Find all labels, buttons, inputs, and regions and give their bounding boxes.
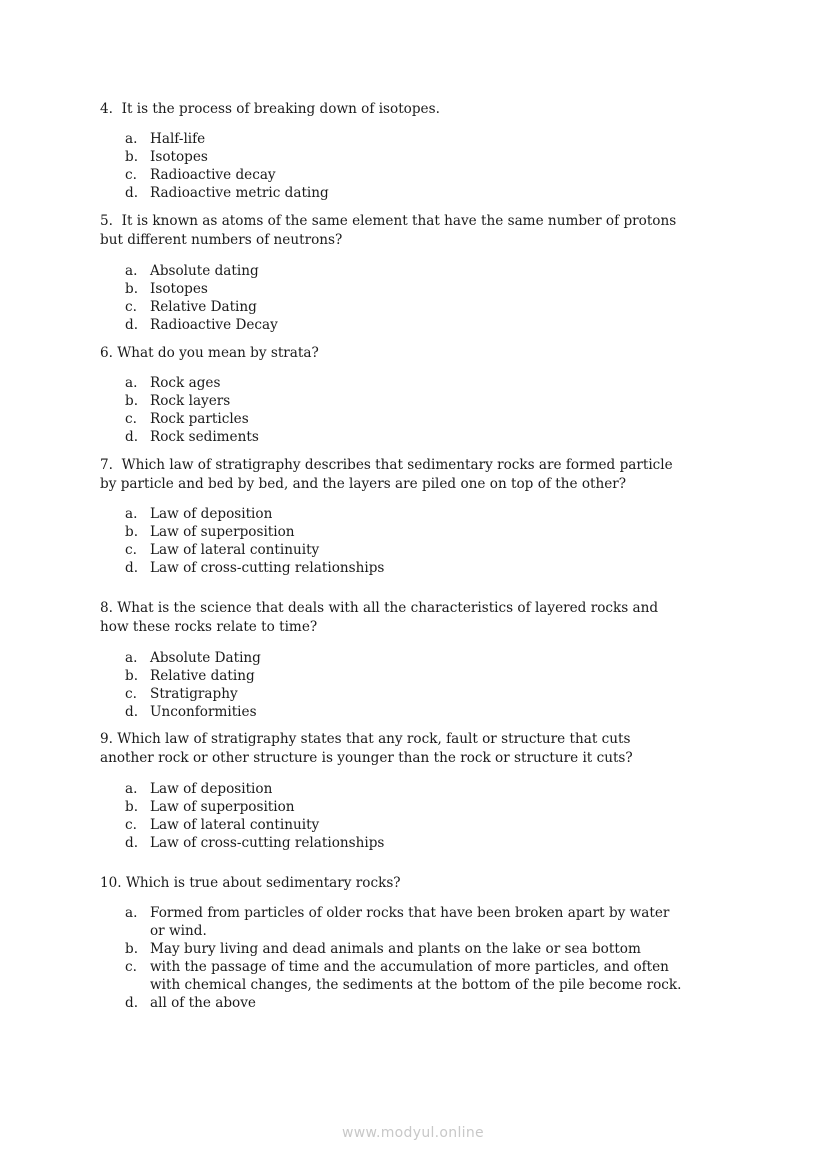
option-letter: b. <box>125 799 139 815</box>
option-letter: c. <box>125 686 137 702</box>
option-letter: a. <box>125 650 138 666</box>
option-text: Absolute dating <box>150 263 259 279</box>
option-letter: d. <box>125 429 139 445</box>
option-text: Rock particles <box>150 411 249 427</box>
option-text: with the passage of time and the accumulation of more particles, and often <box>150 959 669 975</box>
option-text: Law of deposition <box>150 506 273 522</box>
option-text: with chemical changes, the sediments at the bottom of the pile become rock. <box>150 977 682 993</box>
option-text: Radioactive metric dating <box>150 185 329 201</box>
option-text: Law of cross-cutting relationships <box>150 835 385 851</box>
question-text: 8. What is the science that deals with all the characteristics of layered rocks and <box>100 600 659 616</box>
option-text: Stratigraphy <box>150 686 238 702</box>
option-text: Formed from particles of older rocks that have been broken apart by water <box>150 905 670 921</box>
option-text: Law of cross-cutting relationships <box>150 560 385 576</box>
option-text: Absolute Dating <box>150 650 261 666</box>
option-text: Law of lateral continuity <box>150 817 320 833</box>
option-text: Radioactive decay <box>150 167 276 183</box>
option-text: Rock ages <box>150 375 221 391</box>
option-letter: c. <box>125 299 137 315</box>
question-text: but different numbers of neutrons? <box>100 231 343 248</box>
question-text: 4. It is the process of breaking down of isotopes. <box>100 101 440 117</box>
option-letter: a. <box>125 375 138 391</box>
option-text: Relative dating <box>150 668 255 684</box>
option-text: Half-life <box>150 131 206 147</box>
question-text: 9. Which law of stratigraphy states that any rock, fault or structure that cuts <box>100 731 631 747</box>
option-letter: c. <box>125 411 137 427</box>
option-text: May bury living and dead animals and plants on the lake or sea bottom <box>150 941 641 957</box>
option-text: all of the above <box>150 995 256 1011</box>
question-text: 6. What do you mean by strata? <box>100 345 319 361</box>
option-text: Law of lateral continuity <box>150 542 320 558</box>
option-text: Isotopes <box>150 149 208 165</box>
option-letter: b. <box>125 941 139 957</box>
watermark: www.modyul.online <box>342 1125 484 1141</box>
option-letter: b. <box>125 668 139 684</box>
option-letter: c. <box>125 167 137 183</box>
option-text: Relative Dating <box>150 299 257 315</box>
option-letter: b. <box>125 393 139 409</box>
option-letter: a. <box>125 905 138 921</box>
option-text: Rock layers <box>150 393 231 409</box>
question-text: by particle and bed by bed, and the layers are piled one on top of the other? <box>100 475 627 492</box>
option-text: Law of superposition <box>150 799 295 815</box>
option-letter: d. <box>125 317 139 333</box>
option-letter: c. <box>125 817 137 833</box>
option-letter: a. <box>125 131 138 147</box>
option-letter: b. <box>125 281 139 297</box>
question-text: 10. Which is true about sedimentary rocks? <box>100 875 401 891</box>
option-letter: d. <box>125 185 139 201</box>
option-letter: a. <box>125 781 138 797</box>
option-letter: d. <box>125 704 139 720</box>
option-text: Rock sediments <box>150 429 259 445</box>
question-text: another rock or other structure is younger than the rock or structure it cuts? <box>100 749 633 766</box>
option-text: Isotopes <box>150 281 208 297</box>
option-letter: d. <box>125 560 139 576</box>
option-letter: b. <box>125 524 139 540</box>
question-text: how these rocks relate to time? <box>100 618 318 635</box>
option-text: Unconformities <box>150 704 257 720</box>
option-letter: d. <box>125 835 139 851</box>
question-text: 7. Which law of stratigraphy describes that sedimentary rocks are formed particle <box>100 457 673 473</box>
option-text: or wind. <box>150 923 207 939</box>
option-letter: a. <box>125 506 138 522</box>
option-text: Radioactive Decay <box>150 317 278 333</box>
option-letter: c. <box>125 542 137 558</box>
option-letter: a. <box>125 263 138 279</box>
option-text: Law of deposition <box>150 781 273 797</box>
option-text: Law of superposition <box>150 524 295 540</box>
option-letter: c. <box>125 959 137 975</box>
option-letter: b. <box>125 149 139 165</box>
option-letter: d. <box>125 995 139 1011</box>
question-text: 5. It is known as atoms of the same element that have the same number of protons <box>100 213 677 229</box>
